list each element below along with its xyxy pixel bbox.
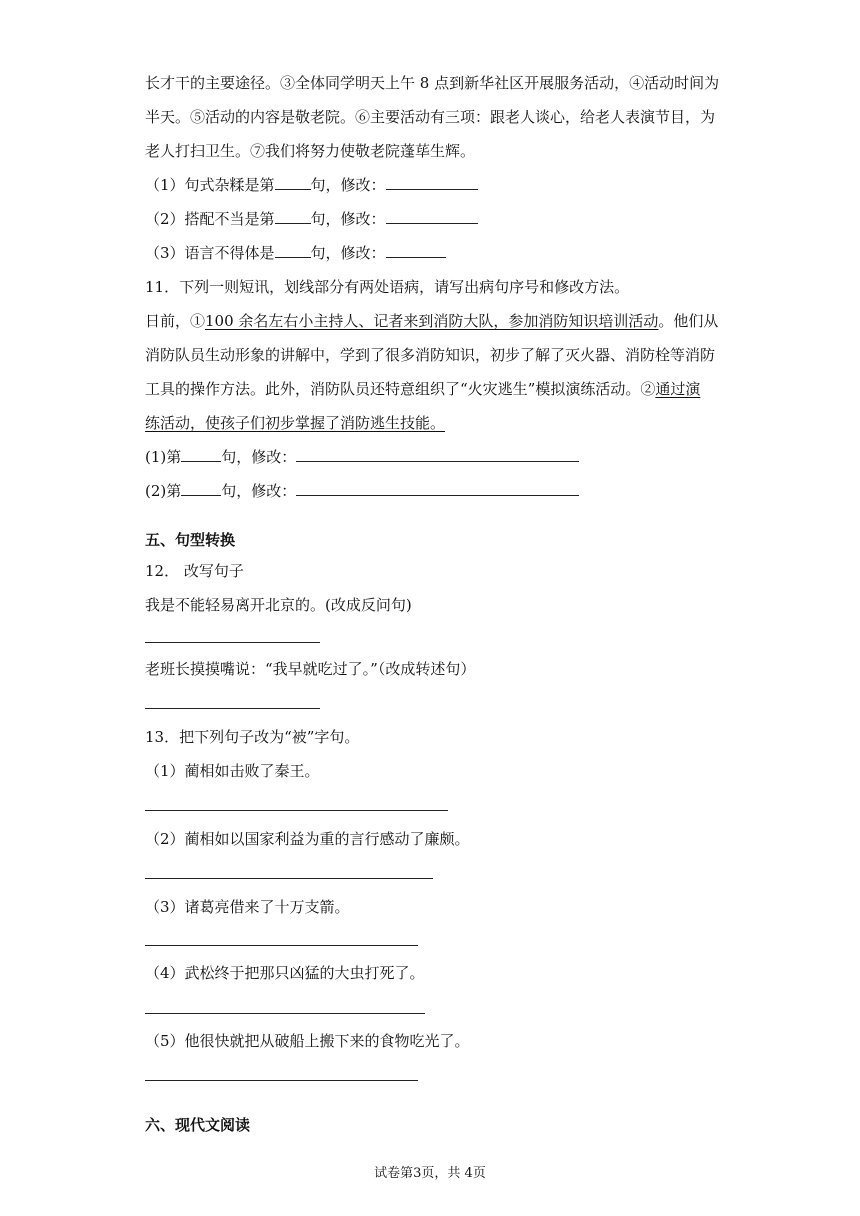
q11-underlined-sentence-2-start: 通过演: [655, 380, 701, 398]
q11-answer-2-fix-blank[interactable]: [296, 481, 579, 496]
q10-sub-1-label: （1）句式杂糅是第: [145, 176, 275, 194]
q10-text-line-2: 半天。⑤活动的内容是敬老院。⑥主要活动有三项：跟老人谈心，给老人表演节目，为: [145, 108, 716, 126]
q10-sub-2-answer-blank[interactable]: [386, 209, 478, 224]
q11-answer-2-label: (2)第: [145, 482, 182, 500]
q11-answer-1-fix-blank[interactable]: [296, 447, 579, 462]
q10-text-line-3: 老人打扫卫生。⑦我们将努力使敬老院蓬荜生辉。: [145, 142, 476, 160]
q10-text-line-1: 长才干的主要途径。③全体同学明天上午 8 点到新华社区开展服务活动，④活动时间为: [145, 74, 720, 92]
q13-item-3: （3）诸葛亮借来了十万支箭。: [145, 898, 350, 916]
q13-item-5: （5）他很快就把从破船上搬下来的食物吃光了。: [145, 1032, 470, 1050]
q13-title: 13．把下列句子改为“被”字句。: [145, 728, 360, 746]
q11-text-line-1: [145, 311, 718, 331]
q11-answer-2: [145, 481, 579, 501]
q11-answer-1-number-blank[interactable]: [181, 447, 221, 462]
q12-answer-line-2[interactable]: [145, 708, 320, 709]
q10-sub-2-number-blank[interactable]: [275, 209, 311, 224]
q13-answer-line-5[interactable]: [145, 1080, 418, 1081]
q11-answer-1-label: (1)第: [145, 448, 182, 466]
q11-text-line-3-pre: 工具的操作方法。此外，消防队员还特意组织了“火灾逃生”模拟演练活动。②: [145, 380, 656, 398]
section-6-heading: 六、现代文阅读: [145, 1116, 251, 1134]
q13-item-1: （1）蔺相如击败了秦王。: [145, 762, 320, 780]
q10-sub-3: [145, 243, 446, 263]
q10-sub-1-number-blank[interactable]: [275, 175, 311, 190]
q10-sub-3-mid: 句，修改：: [310, 244, 386, 262]
q10-sub-2-mid: 句，修改：: [310, 210, 386, 228]
q11-title: 11．下列一则短讯，划线部分有两处语病，请写出病句序号和修改方法。: [145, 278, 630, 296]
q13-answer-line-3[interactable]: [145, 945, 418, 946]
q13-answer-line-4[interactable]: [145, 1013, 425, 1014]
q10-sub-3-number-blank[interactable]: [275, 243, 311, 258]
q11-text-line-4: [145, 413, 445, 433]
q12-answer-line-1[interactable]: [145, 642, 320, 643]
q13-answer-line-2[interactable]: [145, 878, 433, 879]
q11-answer-1-mid: 句，修改：: [221, 448, 297, 466]
q11-text-line-2: 消防队员生动形象的讲解中，学到了很多消防知识，初步了解了灭火器、消防栓等消防: [145, 346, 716, 364]
page-footer: 试卷第3页，共 4页: [374, 1166, 486, 1181]
q10-sub-3-label: （3）语言不得体是: [145, 244, 275, 262]
q10-sub-2: [145, 209, 478, 229]
section-5-heading: 五、句型转换: [145, 531, 236, 549]
q10-sub-2-label: （2）搭配不当是第: [145, 210, 275, 228]
q13-item-2: （2）蔺相如以国家利益为重的言行感动了廉颇。: [145, 830, 470, 848]
q11-answer-2-mid: 句，修改：: [221, 482, 297, 500]
q12-sentence-1: 我是不能轻易离开北京的。(改成反问句): [145, 596, 412, 614]
q11-text-line-1-pre: 日前，①: [145, 312, 206, 330]
q12-sentence-2: 老班长摸摸嘴说：“我早就吃过了。”（改成转述句）: [145, 660, 476, 678]
q11-answer-1: [145, 447, 579, 467]
q10-sub-1: [145, 175, 478, 195]
q11-text-line-1-post: 。他们从: [658, 312, 719, 330]
q11-underlined-sentence-1: 100 余名左右小主持人、记者来到消防大队，参加消防知识培训活动: [205, 312, 659, 330]
q12-title: 12． 改写句子: [145, 562, 244, 580]
q10-sub-3-answer-blank[interactable]: [386, 243, 446, 258]
q11-answer-2-number-blank[interactable]: [181, 481, 221, 496]
q13-answer-line-1[interactable]: [145, 810, 448, 811]
q10-sub-1-answer-blank[interactable]: [386, 175, 478, 190]
q10-sub-1-mid: 句，修改：: [310, 176, 386, 194]
q11-text-line-3: [145, 379, 700, 399]
q13-item-4: （4）武松终于把那只凶猛的大虫打死了。: [145, 964, 425, 982]
q11-underlined-sentence-2-end: 练活动，使孩子们初步掌握了消防逃生技能。: [145, 414, 446, 432]
